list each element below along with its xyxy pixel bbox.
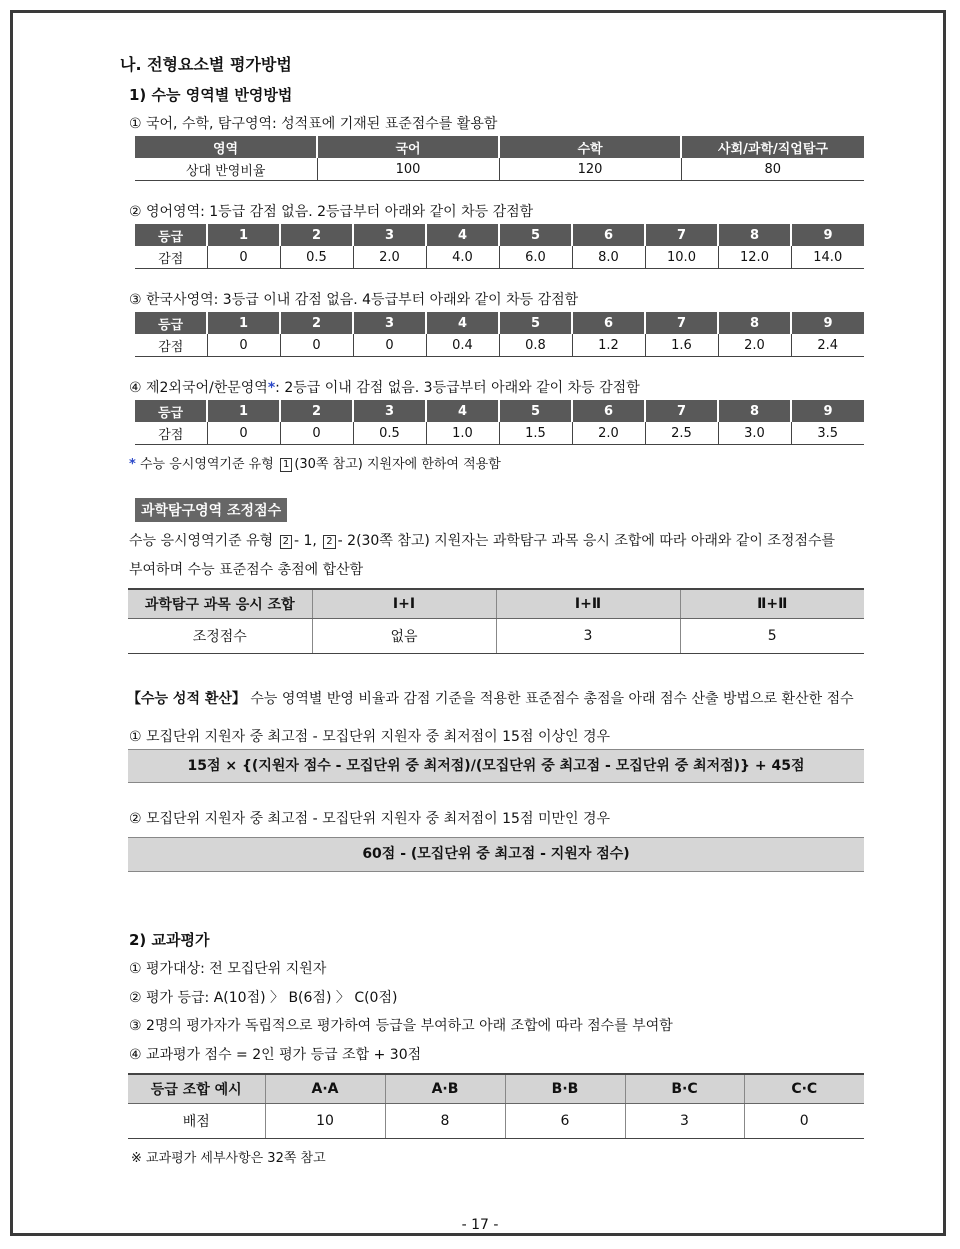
table-header-cell: 등급 — [135, 224, 207, 246]
science-paragraph-line-1 — [129, 530, 835, 550]
table-cell: 3.5 — [791, 422, 864, 445]
table-cell: 1.2 — [572, 334, 645, 357]
table-header-cell: 3 — [353, 224, 426, 246]
formula-2: 60점 - (모집단위 중 최고점 - 지원자 점수) — [128, 837, 864, 872]
sec2-item-4: ④ 교과평가 점수 = 2인 평가 등급 조합 + 30점 — [129, 1047, 422, 1063]
table-header-cell: 1 — [207, 400, 280, 422]
science-table-row — [128, 619, 864, 654]
table-cell: 2.5 — [645, 422, 718, 445]
table-header-cell: 영역 — [135, 136, 317, 158]
table-cell: 6.0 — [499, 246, 572, 269]
table-cell: 3 — [496, 619, 680, 654]
grade-table-row — [128, 1104, 864, 1139]
science-adjustment-table — [128, 588, 864, 654]
table-cell: 0 — [353, 334, 426, 357]
foreign-deduction-table — [135, 400, 864, 445]
table-cell: 0 — [280, 334, 353, 357]
formula-1: 15점 × {(지원자 점수 - 모집단위 중 최저점)/(모집단위 중 최고점 - 모집단위 중 최저점)} + 45점 — [128, 749, 864, 783]
table-cell: 감점 — [135, 334, 207, 357]
table-header-cell: 등급 조합 예시 — [128, 1074, 265, 1104]
table-cell: 120 — [499, 158, 681, 181]
table-cell: 5 — [680, 619, 864, 654]
table-header-cell: 3 — [353, 312, 426, 334]
table-header-cell: 6 — [572, 224, 645, 246]
table-header-cell: 9 — [791, 312, 864, 334]
science-paragraph-line-2: 부여하며 수능 표준점수 총점에 합산함 — [129, 562, 364, 578]
table-cell: 0 — [280, 422, 353, 445]
history-deduction-table — [135, 312, 864, 357]
english-table-header — [135, 224, 864, 246]
table-header-cell: Ⅰ+Ⅱ — [496, 589, 680, 619]
table-cell: 0 — [744, 1104, 864, 1139]
page-number: - 17 - — [461, 1217, 499, 1233]
table-header-cell: Ⅱ+Ⅱ — [680, 589, 864, 619]
grade-table-header — [128, 1074, 864, 1104]
item-4-text — [129, 377, 640, 397]
table-cell: 2.0 — [572, 422, 645, 445]
table-cell: 10 — [265, 1104, 385, 1139]
table-cell: 6 — [505, 1104, 625, 1139]
type-box-number: 2 — [280, 535, 292, 549]
table-header-cell: 등급 — [135, 400, 207, 422]
history-table-header — [135, 312, 864, 334]
table-header-cell: 5 — [499, 400, 572, 422]
conversion-text: 수능 영역별 반영 비율과 감점 기준을 적용한 표준점수 총점을 아래 점수 산출 방법으로 환산한 점수 — [250, 691, 854, 707]
item-3-text: ③ 한국사영역: 3등급 이내 감점 없음. 4등급부터 아래와 같이 차등 감점함 — [129, 292, 579, 308]
table-header-cell: B·C — [625, 1074, 744, 1104]
table-header-cell: 2 — [280, 312, 353, 334]
sec2-item-2: ② 평가 등급: A(10점) 〉 B(6점) 〉 C(0점) — [129, 990, 398, 1006]
table-cell: 배점 — [128, 1104, 265, 1139]
table-header-cell: 7 — [645, 224, 718, 246]
science-text-a: 수능 응시영역기준 유형 — [129, 533, 274, 549]
history-table-row — [135, 334, 864, 357]
type-box-number: 2 — [323, 535, 335, 549]
table-cell: 없음 — [312, 619, 496, 654]
table-cell: 0 — [207, 334, 280, 357]
foreign-table-header — [135, 400, 864, 422]
table-header-cell: 6 — [572, 400, 645, 422]
table-header-cell: 6 — [572, 312, 645, 334]
table-cell: 0.4 — [426, 334, 499, 357]
grade-combination-table — [128, 1073, 864, 1139]
table-header-cell: 9 — [791, 400, 864, 422]
table-header-cell: 과학탐구 과목 응시 조합 — [128, 589, 312, 619]
table-header-cell: 사회/과학/직업탐구 — [681, 136, 864, 158]
science-text-c: - 2(30쪽 참고) 지원자는 과학탐구 과목 응시 조합에 따라 아래와 같이 조정점수를 — [337, 533, 836, 549]
table-header-cell: 7 — [645, 312, 718, 334]
table-cell: 4.0 — [426, 246, 499, 269]
table-header-cell: A·A — [265, 1074, 385, 1104]
footnote-text-a: 수능 응시영역기준 유형 — [139, 457, 274, 472]
table-cell: 1.0 — [426, 422, 499, 445]
table-cell: 10.0 — [645, 246, 718, 269]
table-cell: 2.0 — [718, 334, 791, 357]
sec2-item-3: ③ 2명의 평가자가 독립적으로 평가하여 등급을 부여하고 아래 조합에 따라 점수를 부여함 — [129, 1018, 673, 1034]
table-header-cell: 1 — [207, 224, 280, 246]
footnote — [129, 453, 501, 472]
section-heading: 나. 전형요소별 평가방법 — [120, 55, 292, 74]
table-header-cell: 2 — [280, 400, 353, 422]
table-cell: 감점 — [135, 246, 207, 269]
table-cell: 3.0 — [718, 422, 791, 445]
table-cell: 0.5 — [280, 246, 353, 269]
subsection-title-1: 1) 수능 영역별 반영방법 — [129, 86, 293, 104]
table-cell: 80 — [681, 158, 864, 181]
table-header-cell: 3 — [353, 400, 426, 422]
table-cell: 100 — [317, 158, 499, 181]
subsection-title-2: 2) 교과평가 — [129, 931, 210, 949]
table-cell: 2.0 — [353, 246, 426, 269]
table-header-cell: C·C — [744, 1074, 864, 1104]
item-1-text: ① 국어, 수학, 탐구영역: 성적표에 기재된 표준점수를 활용함 — [129, 116, 498, 132]
conversion-description — [127, 688, 854, 708]
table-cell: 조정점수 — [128, 619, 312, 654]
sec2-item-1: ① 평가대상: 전 모집단위 지원자 — [129, 961, 327, 977]
table-header-cell: A·B — [385, 1074, 505, 1104]
table-cell: 14.0 — [791, 246, 864, 269]
conversion-case-2: ② 모집단위 지원자 중 최고점 - 모집단위 지원자 중 최저점이 15점 미만인 경우 — [129, 811, 611, 827]
type-box-number: 1 — [280, 458, 292, 472]
english-deduction-table — [135, 224, 864, 269]
table-cell: 0 — [207, 422, 280, 445]
table-header-cell: 등급 — [135, 312, 207, 334]
ratio-table-header — [135, 136, 864, 158]
table-header-cell: 7 — [645, 400, 718, 422]
sec2-note: ※ 교과평가 세부사항은 32쪽 참고 — [131, 1151, 326, 1166]
item-4-label: ④ 제2외국어/한문영역 — [129, 380, 268, 396]
table-header-cell: 5 — [499, 312, 572, 334]
science-text-b: - 1, — [293, 533, 317, 549]
conversion-label: 【수능 성적 환산】 — [127, 691, 246, 707]
table-cell: 2.4 — [791, 334, 864, 357]
table-cell: 0.5 — [353, 422, 426, 445]
asterisk-mark: * — [267, 380, 276, 396]
table-header-cell: 8 — [718, 312, 791, 334]
ratio-table — [135, 136, 864, 181]
table-header-cell: 4 — [426, 312, 499, 334]
table-header-cell: 8 — [718, 400, 791, 422]
item-2-text: ② 영어영역: 1등급 감점 없음. 2등급부터 아래와 같이 차등 감점함 — [129, 204, 534, 220]
table-header-cell: 수학 — [499, 136, 681, 158]
table-cell: 1.6 — [645, 334, 718, 357]
foreign-table-row — [135, 422, 864, 445]
english-table-row — [135, 246, 864, 269]
table-cell: 12.0 — [718, 246, 791, 269]
table-cell: 0 — [207, 246, 280, 269]
asterisk-mark: * — [129, 457, 136, 472]
table-cell: 8.0 — [572, 246, 645, 269]
table-header-cell: B·B — [505, 1074, 625, 1104]
table-header-cell: 4 — [426, 224, 499, 246]
table-cell: 1.5 — [499, 422, 572, 445]
table-cell: 감점 — [135, 422, 207, 445]
table-header-cell: 9 — [791, 224, 864, 246]
table-cell: 상대 반영비율 — [135, 158, 317, 181]
table-header-cell: 국어 — [317, 136, 499, 158]
table-cell: 3 — [625, 1104, 744, 1139]
table-header-cell: 8 — [718, 224, 791, 246]
table-cell: 0.8 — [499, 334, 572, 357]
table-header-cell: 1 — [207, 312, 280, 334]
science-table-header — [128, 589, 864, 619]
item-4-desc: : 2등급 이내 감점 없음. 3등급부터 아래와 같이 차등 감점함 — [275, 380, 640, 396]
table-cell: 8 — [385, 1104, 505, 1139]
science-adjustment-badge: 과학탐구영역 조정점수 — [135, 498, 287, 522]
table-header-cell: 5 — [499, 224, 572, 246]
footnote-text-b: (30쪽 참고) 지원자에 한하여 적용함 — [294, 457, 501, 472]
table-header-cell: 4 — [426, 400, 499, 422]
ratio-table-row — [135, 158, 864, 181]
conversion-case-1: ① 모집단위 지원자 중 최고점 - 모집단위 지원자 중 최저점이 15점 이상인 경우 — [129, 729, 611, 745]
table-header-cell: 2 — [280, 224, 353, 246]
table-header-cell: Ⅰ+Ⅰ — [312, 589, 496, 619]
